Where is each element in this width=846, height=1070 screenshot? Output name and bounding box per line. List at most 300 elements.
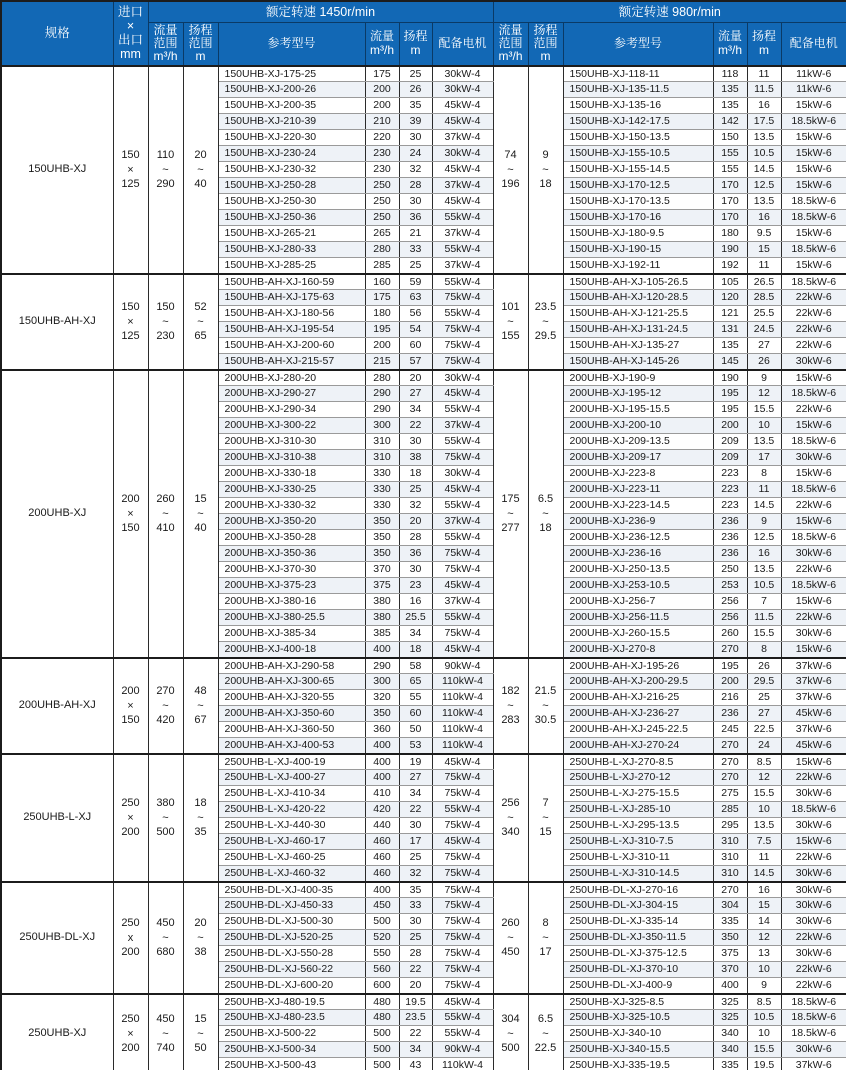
head-range-980-cell: 21.5 ~ 30.5 <box>528 658 563 754</box>
head-980-cell: 12 <box>747 770 781 786</box>
head-1450-cell: 28 <box>399 530 432 546</box>
flow-980-cell: 209 <box>713 434 747 450</box>
flow-range-1450-cell: 150 ~ 230 <box>148 274 183 370</box>
model-980-cell: 150UHB-XJ-155-10.5 <box>563 146 713 162</box>
motor-980-cell: 18.5kW-6 <box>781 994 846 1010</box>
motor-980-cell: 22kW-6 <box>781 498 846 514</box>
model-1450-cell: 250UHB-DL-XJ-500-30 <box>218 914 365 930</box>
flow-1450-cell: 370 <box>365 562 399 578</box>
flow-980-cell: 170 <box>713 178 747 194</box>
flow-980-cell: 142 <box>713 114 747 130</box>
flow-980-cell: 325 <box>713 994 747 1010</box>
model-1450-cell: 200UHB-XJ-280-20 <box>218 370 365 386</box>
model-980-cell: 150UHB-AH-XJ-121-25.5 <box>563 306 713 322</box>
head-980-cell: 26 <box>747 354 781 370</box>
spec-cell: 250UHB-XJ <box>1 994 113 1070</box>
model-980-cell: 150UHB-XJ-150-13.5 <box>563 130 713 146</box>
motor-980-cell: 18.5kW-6 <box>781 578 846 594</box>
motor-980-cell: 15kW-6 <box>781 370 846 386</box>
motor-980-cell: 15kW-6 <box>781 226 846 242</box>
head-1450-cell: 22 <box>399 418 432 434</box>
flow-1450-cell: 210 <box>365 114 399 130</box>
flow-1450-cell: 400 <box>365 882 399 898</box>
flow-1450-cell: 375 <box>365 578 399 594</box>
flow-1450-cell: 330 <box>365 466 399 482</box>
head-980-cell: 11 <box>747 482 781 498</box>
motor-1450-cell: 75kW-4 <box>432 850 493 866</box>
motor-1450-cell: 75kW-4 <box>432 946 493 962</box>
head-980-cell: 8.5 <box>747 994 781 1010</box>
inlet-outlet-cell: 150 × 125 <box>113 66 148 274</box>
motor-1450-cell: 37kW-4 <box>432 178 493 194</box>
header-head-range-980: 扬程 范围 m <box>528 22 563 66</box>
motor-980-cell: 15kW-6 <box>781 834 846 850</box>
motor-1450-cell: 75kW-4 <box>432 962 493 978</box>
flow-range-1450-cell: 110 ~ 290 <box>148 66 183 274</box>
motor-1450-cell: 55kW-4 <box>432 306 493 322</box>
motor-1450-cell: 75kW-4 <box>432 978 493 994</box>
model-980-cell: 250UHB-DL-XJ-400-9 <box>563 978 713 994</box>
flow-1450-cell: 460 <box>365 866 399 882</box>
motor-1450-cell: 75kW-4 <box>432 930 493 946</box>
head-range-1450-cell: 20 ~ 40 <box>183 66 218 274</box>
head-1450-cell: 30 <box>399 130 432 146</box>
head-1450-cell: 39 <box>399 114 432 130</box>
motor-1450-cell: 55kW-4 <box>432 210 493 226</box>
model-980-cell: 150UHB-XJ-180-9.5 <box>563 226 713 242</box>
head-1450-cell: 60 <box>399 706 432 722</box>
header-speed-980: 额定转速 980r/min <box>493 1 846 22</box>
head-980-cell: 11 <box>747 66 781 82</box>
inlet-outlet-cell: 200 × 150 <box>113 658 148 754</box>
flow-980-cell: 120 <box>713 290 747 306</box>
motor-980-cell: 15kW-6 <box>781 146 846 162</box>
model-1450-cell: 150UHB-XJ-250-36 <box>218 210 365 226</box>
model-1450-cell: 150UHB-AH-XJ-200-60 <box>218 338 365 354</box>
head-1450-cell: 38 <box>399 450 432 466</box>
model-980-cell: 200UHB-AH-XJ-200-29.5 <box>563 674 713 690</box>
flow-range-980-cell: 101 ~ 155 <box>493 274 528 370</box>
flow-1450-cell: 350 <box>365 546 399 562</box>
flow-1450-cell: 175 <box>365 290 399 306</box>
head-980-cell: 16 <box>747 210 781 226</box>
head-980-cell: 27 <box>747 338 781 354</box>
flow-1450-cell: 400 <box>365 738 399 754</box>
model-980-cell: 250UHB-XJ-340-10 <box>563 1026 713 1042</box>
motor-1450-cell: 30kW-4 <box>432 82 493 98</box>
model-1450-cell: 200UHB-XJ-290-27 <box>218 386 365 402</box>
model-1450-cell: 150UHB-XJ-200-35 <box>218 98 365 114</box>
model-980-cell: 200UHB-XJ-270-8 <box>563 642 713 658</box>
flow-980-cell: 223 <box>713 466 747 482</box>
head-1450-cell: 25 <box>399 66 432 82</box>
head-range-980-cell: 6.5 ~ 22.5 <box>528 994 563 1070</box>
motor-1450-cell: 75kW-4 <box>432 914 493 930</box>
motor-980-cell: 11kW-6 <box>781 66 846 82</box>
model-980-cell: 200UHB-AH-XJ-236-27 <box>563 706 713 722</box>
flow-1450-cell: 200 <box>365 98 399 114</box>
model-980-cell: 200UHB-XJ-200-10 <box>563 418 713 434</box>
model-980-cell: 250UHB-XJ-325-10.5 <box>563 1010 713 1026</box>
head-980-cell: 12 <box>747 386 781 402</box>
model-980-cell: 250UHB-DL-XJ-375-12.5 <box>563 946 713 962</box>
head-1450-cell: 50 <box>399 722 432 738</box>
flow-1450-cell: 250 <box>365 178 399 194</box>
motor-980-cell: 22kW-6 <box>781 850 846 866</box>
head-1450-cell: 17 <box>399 834 432 850</box>
motor-980-cell: 30kW-6 <box>781 1042 846 1058</box>
model-980-cell: 250UHB-DL-XJ-370-10 <box>563 962 713 978</box>
header-head-range-1450: 扬程 范围 m <box>183 22 218 66</box>
model-1450-cell: 250UHB-DL-XJ-600-20 <box>218 978 365 994</box>
head-980-cell: 8 <box>747 642 781 658</box>
model-980-cell: 250UHB-XJ-335-19.5 <box>563 1058 713 1070</box>
head-980-cell: 8 <box>747 466 781 482</box>
motor-980-cell: 18.5kW-6 <box>781 194 846 210</box>
model-1450-cell: 250UHB-L-XJ-400-27 <box>218 770 365 786</box>
model-1450-cell: 200UHB-XJ-400-18 <box>218 642 365 658</box>
flow-1450-cell: 480 <box>365 1010 399 1026</box>
motor-1450-cell: 90kW-4 <box>432 1042 493 1058</box>
head-1450-cell: 30 <box>399 914 432 930</box>
flow-1450-cell: 250 <box>365 194 399 210</box>
motor-980-cell: 37kW-6 <box>781 1058 846 1070</box>
head-980-cell: 14 <box>747 914 781 930</box>
motor-980-cell: 30kW-6 <box>781 914 846 930</box>
motor-980-cell: 22kW-6 <box>781 962 846 978</box>
motor-980-cell: 18.5kW-6 <box>781 1010 846 1026</box>
head-1450-cell: 54 <box>399 322 432 338</box>
head-980-cell: 17.5 <box>747 114 781 130</box>
table-row <box>1 370 846 386</box>
head-980-cell: 12 <box>747 930 781 946</box>
motor-1450-cell: 55kW-4 <box>432 274 493 290</box>
head-980-cell: 26 <box>747 658 781 674</box>
model-1450-cell: 200UHB-XJ-380-16 <box>218 594 365 610</box>
head-1450-cell: 32 <box>399 866 432 882</box>
motor-1450-cell: 45kW-4 <box>432 578 493 594</box>
head-1450-cell: 25.5 <box>399 610 432 626</box>
model-980-cell: 200UHB-XJ-260-15.5 <box>563 626 713 642</box>
flow-980-cell: 310 <box>713 850 747 866</box>
model-980-cell: 150UHB-XJ-142-17.5 <box>563 114 713 130</box>
head-1450-cell: 36 <box>399 546 432 562</box>
inlet-outlet-cell: 250 × 200 <box>113 994 148 1070</box>
head-1450-cell: 30 <box>399 562 432 578</box>
model-980-cell: 150UHB-XJ-192-11 <box>563 258 713 274</box>
model-980-cell: 150UHB-AH-XJ-105-26.5 <box>563 274 713 290</box>
motor-980-cell: 15kW-6 <box>781 130 846 146</box>
motor-1450-cell: 75kW-4 <box>432 626 493 642</box>
head-1450-cell: 24 <box>399 146 432 162</box>
model-1450-cell: 250UHB-DL-XJ-400-35 <box>218 882 365 898</box>
model-980-cell: 150UHB-XJ-118-11 <box>563 66 713 82</box>
model-1450-cell: 200UHB-XJ-330-32 <box>218 498 365 514</box>
head-1450-cell: 20 <box>399 514 432 530</box>
motor-980-cell: 30kW-6 <box>781 866 846 882</box>
flow-980-cell: 200 <box>713 418 747 434</box>
motor-980-cell: 45kW-6 <box>781 738 846 754</box>
motor-1450-cell: 110kW-4 <box>432 1058 493 1070</box>
flow-1450-cell: 310 <box>365 434 399 450</box>
head-980-cell: 28.5 <box>747 290 781 306</box>
flow-980-cell: 304 <box>713 898 747 914</box>
model-980-cell: 250UHB-L-XJ-285-10 <box>563 802 713 818</box>
flow-1450-cell: 550 <box>365 946 399 962</box>
head-1450-cell: 34 <box>399 402 432 418</box>
model-1450-cell: 250UHB-XJ-500-22 <box>218 1026 365 1042</box>
model-980-cell: 150UHB-AH-XJ-131-24.5 <box>563 322 713 338</box>
head-980-cell: 24 <box>747 738 781 754</box>
model-980-cell: 250UHB-L-XJ-270-8.5 <box>563 754 713 770</box>
flow-1450-cell: 320 <box>365 690 399 706</box>
flow-980-cell: 270 <box>713 770 747 786</box>
flow-980-cell: 310 <box>713 866 747 882</box>
head-1450-cell: 30 <box>399 194 432 210</box>
motor-1450-cell: 110kW-4 <box>432 722 493 738</box>
flow-980-cell: 245 <box>713 722 747 738</box>
table-row <box>1 882 846 898</box>
flow-1450-cell: 290 <box>365 402 399 418</box>
head-980-cell: 16 <box>747 882 781 898</box>
model-1450-cell: 200UHB-AH-XJ-350-60 <box>218 706 365 722</box>
motor-980-cell: 37kW-6 <box>781 658 846 674</box>
flow-980-cell: 275 <box>713 786 747 802</box>
model-1450-cell: 200UHB-XJ-385-34 <box>218 626 365 642</box>
model-980-cell: 200UHB-XJ-253-10.5 <box>563 578 713 594</box>
motor-1450-cell: 55kW-4 <box>432 610 493 626</box>
motor-980-cell: 22kW-6 <box>781 610 846 626</box>
head-1450-cell: 32 <box>399 498 432 514</box>
flow-1450-cell: 265 <box>365 226 399 242</box>
motor-1450-cell: 30kW-4 <box>432 466 493 482</box>
flow-1450-cell: 360 <box>365 722 399 738</box>
flow-980-cell: 150 <box>713 130 747 146</box>
model-980-cell: 250UHB-L-XJ-310-14.5 <box>563 866 713 882</box>
model-980-cell: 200UHB-XJ-223-11 <box>563 482 713 498</box>
flow-1450-cell: 500 <box>365 1026 399 1042</box>
head-980-cell: 9 <box>747 978 781 994</box>
model-980-cell: 200UHB-XJ-236-12.5 <box>563 530 713 546</box>
flow-range-1450-cell: 450 ~ 680 <box>148 882 183 994</box>
motor-980-cell: 18.5kW-6 <box>781 530 846 546</box>
flow-980-cell: 135 <box>713 98 747 114</box>
table-header <box>1 1 846 66</box>
flow-980-cell: 310 <box>713 834 747 850</box>
model-1450-cell: 150UHB-XJ-210-39 <box>218 114 365 130</box>
head-1450-cell: 25 <box>399 482 432 498</box>
model-980-cell: 150UHB-AH-XJ-135-27 <box>563 338 713 354</box>
flow-980-cell: 270 <box>713 642 747 658</box>
spec-cell: 150UHB-AH-XJ <box>1 274 113 370</box>
motor-1450-cell: 30kW-4 <box>432 370 493 386</box>
flow-980-cell: 190 <box>713 242 747 258</box>
model-1450-cell: 250UHB-L-XJ-440-30 <box>218 818 365 834</box>
motor-1450-cell: 110kW-4 <box>432 738 493 754</box>
flow-1450-cell: 600 <box>365 978 399 994</box>
model-1450-cell: 150UHB-AH-XJ-215-57 <box>218 354 365 370</box>
motor-980-cell: 30kW-6 <box>781 882 846 898</box>
model-980-cell: 250UHB-DL-XJ-350-11.5 <box>563 930 713 946</box>
flow-1450-cell: 330 <box>365 498 399 514</box>
model-980-cell: 200UHB-XJ-250-13.5 <box>563 562 713 578</box>
table-row <box>1 994 846 1010</box>
head-980-cell: 12.5 <box>747 178 781 194</box>
flow-1450-cell: 160 <box>365 274 399 290</box>
flow-980-cell: 155 <box>713 162 747 178</box>
head-980-cell: 13.5 <box>747 562 781 578</box>
flow-1450-cell: 450 <box>365 898 399 914</box>
model-980-cell: 200UHB-XJ-256-7 <box>563 594 713 610</box>
header-speed-1450: 额定转速 1450r/min <box>148 1 493 22</box>
flow-980-cell: 135 <box>713 82 747 98</box>
motor-1450-cell: 110kW-4 <box>432 706 493 722</box>
flow-980-cell: 195 <box>713 402 747 418</box>
motor-1450-cell: 45kW-4 <box>432 114 493 130</box>
head-980-cell: 7.5 <box>747 834 781 850</box>
motor-980-cell: 18.5kW-6 <box>781 210 846 226</box>
flow-1450-cell: 175 <box>365 66 399 82</box>
model-1450-cell: 250UHB-XJ-500-34 <box>218 1042 365 1058</box>
motor-1450-cell: 75kW-4 <box>432 818 493 834</box>
model-980-cell: 150UHB-AH-XJ-120-28.5 <box>563 290 713 306</box>
head-980-cell: 9.5 <box>747 226 781 242</box>
flow-1450-cell: 385 <box>365 626 399 642</box>
head-range-1450-cell: 52 ~ 65 <box>183 274 218 370</box>
head-1450-cell: 53 <box>399 738 432 754</box>
flow-980-cell: 340 <box>713 1042 747 1058</box>
header-head-980: 扬程 m <box>747 22 781 66</box>
model-1450-cell: 150UHB-AH-XJ-175-63 <box>218 290 365 306</box>
model-1450-cell: 150UHB-XJ-230-32 <box>218 162 365 178</box>
model-980-cell: 200UHB-XJ-195-12 <box>563 386 713 402</box>
model-1450-cell: 250UHB-L-XJ-460-17 <box>218 834 365 850</box>
motor-1450-cell: 45kW-4 <box>432 482 493 498</box>
motor-1450-cell: 55kW-4 <box>432 498 493 514</box>
flow-980-cell: 209 <box>713 450 747 466</box>
head-980-cell: 15.5 <box>747 626 781 642</box>
head-1450-cell: 28 <box>399 178 432 194</box>
model-1450-cell: 250UHB-XJ-480-19.5 <box>218 994 365 1010</box>
model-1450-cell: 150UHB-AH-XJ-195-54 <box>218 322 365 338</box>
motor-1450-cell: 37kW-4 <box>432 594 493 610</box>
model-1450-cell: 250UHB-L-XJ-420-22 <box>218 802 365 818</box>
flow-980-cell: 155 <box>713 146 747 162</box>
motor-1450-cell: 30kW-4 <box>432 66 493 82</box>
motor-1450-cell: 37kW-4 <box>432 514 493 530</box>
model-1450-cell: 250UHB-L-XJ-410-34 <box>218 786 365 802</box>
motor-980-cell: 15kW-6 <box>781 258 846 274</box>
flow-1450-cell: 440 <box>365 818 399 834</box>
model-1450-cell: 150UHB-XJ-265-21 <box>218 226 365 242</box>
head-1450-cell: 22 <box>399 1026 432 1042</box>
flow-1450-cell: 460 <box>365 834 399 850</box>
model-980-cell: 150UHB-XJ-170-16 <box>563 210 713 226</box>
flow-1450-cell: 480 <box>365 994 399 1010</box>
motor-1450-cell: 55kW-4 <box>432 242 493 258</box>
head-1450-cell: 23.5 <box>399 1010 432 1026</box>
model-980-cell: 200UHB-XJ-209-13.5 <box>563 434 713 450</box>
head-1450-cell: 21 <box>399 226 432 242</box>
head-980-cell: 16 <box>747 98 781 114</box>
flow-1450-cell: 500 <box>365 1042 399 1058</box>
header-flow-range-980: 流量 范围 m³/h <box>493 22 528 66</box>
model-980-cell: 250UHB-L-XJ-270-12 <box>563 770 713 786</box>
motor-1450-cell: 110kW-4 <box>432 690 493 706</box>
flow-980-cell: 145 <box>713 354 747 370</box>
motor-1450-cell: 75kW-4 <box>432 290 493 306</box>
motor-980-cell: 18.5kW-6 <box>781 434 846 450</box>
motor-1450-cell: 55kW-4 <box>432 434 493 450</box>
model-980-cell: 200UHB-XJ-236-9 <box>563 514 713 530</box>
flow-980-cell: 195 <box>713 658 747 674</box>
head-range-980-cell: 23.5 ~ 29.5 <box>528 274 563 370</box>
flow-1450-cell: 350 <box>365 530 399 546</box>
motor-1450-cell: 55kW-4 <box>432 530 493 546</box>
flow-1450-cell: 330 <box>365 482 399 498</box>
flow-980-cell: 190 <box>713 370 747 386</box>
head-1450-cell: 59 <box>399 274 432 290</box>
flow-1450-cell: 520 <box>365 930 399 946</box>
motor-980-cell: 30kW-6 <box>781 354 846 370</box>
flow-980-cell: 131 <box>713 322 747 338</box>
head-1450-cell: 22 <box>399 962 432 978</box>
model-980-cell: 200UHB-XJ-256-11.5 <box>563 610 713 626</box>
head-980-cell: 9 <box>747 514 781 530</box>
head-1450-cell: 25 <box>399 850 432 866</box>
motor-1450-cell: 37kW-4 <box>432 418 493 434</box>
model-980-cell: 250UHB-DL-XJ-304-15 <box>563 898 713 914</box>
flow-980-cell: 236 <box>713 514 747 530</box>
model-1450-cell: 250UHB-L-XJ-460-32 <box>218 866 365 882</box>
head-range-1450-cell: 18 ~ 35 <box>183 754 218 882</box>
head-980-cell: 15 <box>747 898 781 914</box>
head-1450-cell: 27 <box>399 386 432 402</box>
head-1450-cell: 58 <box>399 658 432 674</box>
flow-980-cell: 200 <box>713 674 747 690</box>
head-1450-cell: 19.5 <box>399 994 432 1010</box>
flow-980-cell: 375 <box>713 946 747 962</box>
head-980-cell: 14.5 <box>747 162 781 178</box>
model-980-cell: 200UHB-XJ-190-9 <box>563 370 713 386</box>
flow-1450-cell: 350 <box>365 514 399 530</box>
model-980-cell: 150UHB-XJ-155-14.5 <box>563 162 713 178</box>
flow-range-980-cell: 182 ~ 283 <box>493 658 528 754</box>
motor-980-cell: 15kW-6 <box>781 162 846 178</box>
header-flow-980: 流量 m³/h <box>713 22 747 66</box>
flow-980-cell: 135 <box>713 338 747 354</box>
model-1450-cell: 150UHB-XJ-250-28 <box>218 178 365 194</box>
motor-980-cell: 37kW-6 <box>781 690 846 706</box>
header-spec: 规格 <box>1 1 113 66</box>
motor-1450-cell: 75kW-4 <box>432 354 493 370</box>
head-range-980-cell: 8 ~ 17 <box>528 882 563 994</box>
motor-980-cell: 15kW-6 <box>781 178 846 194</box>
flow-980-cell: 195 <box>713 386 747 402</box>
model-980-cell: 200UHB-XJ-236-16 <box>563 546 713 562</box>
head-980-cell: 25.5 <box>747 306 781 322</box>
flow-1450-cell: 400 <box>365 770 399 786</box>
header-head-1450: 扬程 m <box>399 22 432 66</box>
model-1450-cell: 250UHB-DL-XJ-520-25 <box>218 930 365 946</box>
head-980-cell: 27 <box>747 706 781 722</box>
flow-980-cell: 340 <box>713 1026 747 1042</box>
head-1450-cell: 34 <box>399 1042 432 1058</box>
model-1450-cell: 200UHB-XJ-300-22 <box>218 418 365 434</box>
model-1450-cell: 200UHB-AH-XJ-300-65 <box>218 674 365 690</box>
head-980-cell: 10 <box>747 962 781 978</box>
flow-1450-cell: 380 <box>365 610 399 626</box>
